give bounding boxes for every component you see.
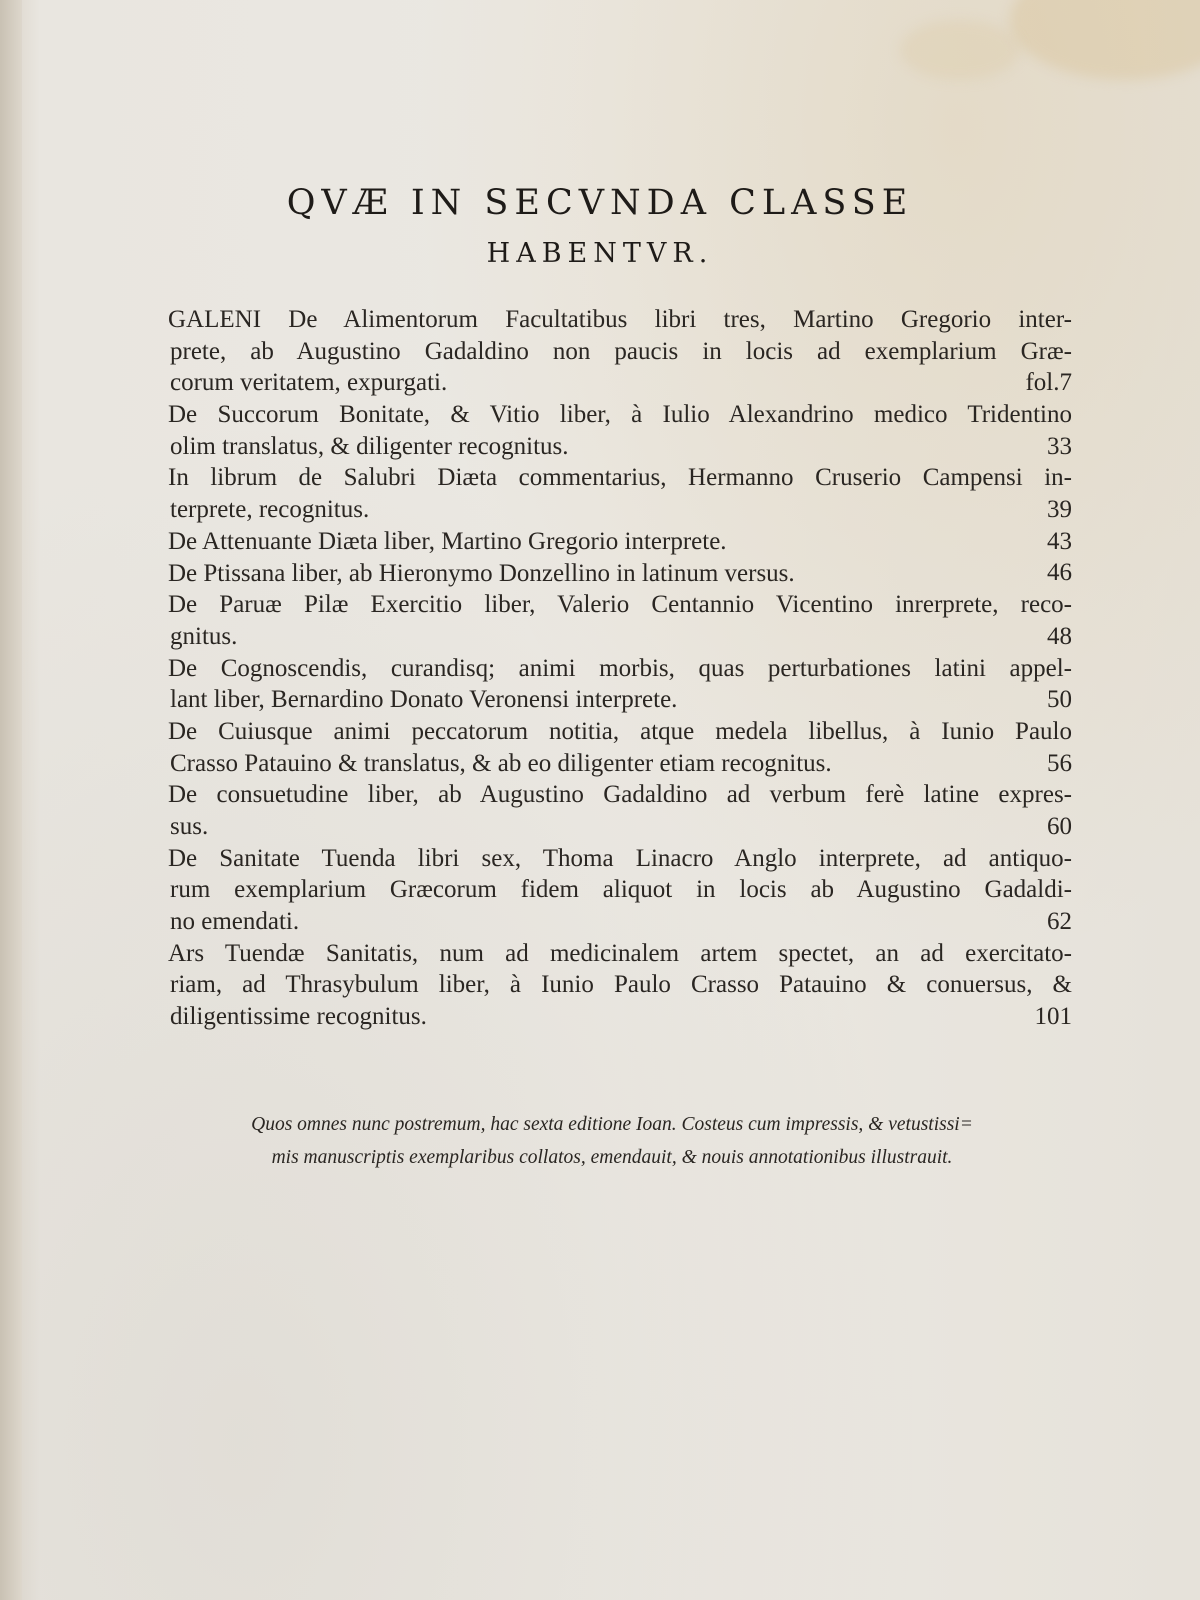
toc-entry-line: lant liber, Bernardino Donato Veronensi interprete. [170, 686, 678, 714]
toc-entry-line: De Sanitate Tuenda libri sex, Thoma Linacro Anglo interprete, ad antiquo- [168, 844, 1072, 872]
toc-entry-line: In librum de Salubri Diæta commentarius, Hermanno Cruserio Campensi in- [168, 464, 1072, 492]
toc-folio-number: 48 [1047, 622, 1072, 650]
paper-stain [1010, 0, 1200, 80]
toc-entry-line: sus. [170, 813, 209, 840]
toc-folio-number: 43 [1047, 527, 1072, 555]
toc-entry [168, 462, 1072, 525]
toc-folio-number: fol.7 [1025, 369, 1072, 397]
editorial-note [172, 1108, 1052, 1174]
toc-folio-number: 33 [1047, 432, 1072, 460]
toc-entry-line: riam, ad Thrasybulum liber, à Iunio Paulo Crasso Patauino & conuersus, & [170, 971, 1072, 999]
toc-folio-number: 46 [1047, 559, 1072, 587]
toc-entry [168, 653, 1072, 716]
toc-entry-line: Ars Tuendæ Sanitatis, num ad medicinalem artem spectet, an ad exercitato- [168, 939, 1072, 967]
toc-entry-line: De Paruæ Pilæ Exercitio liber, Valerio Centannio Vicentino inrerprete, reco- [168, 591, 1072, 619]
toc-entry [168, 526, 1072, 558]
toc-entry [168, 779, 1072, 842]
toc-entry-line: De Cuiusque animi peccatorum notitia, atque medela libellus, à Iunio Paulo [168, 717, 1072, 745]
toc-entry [168, 399, 1072, 462]
toc-folio-number: 39 [1047, 496, 1072, 524]
toc-entry [168, 558, 1072, 590]
toc-entry [168, 843, 1072, 938]
toc-entry-line: diligentissime recognitus. [170, 1003, 427, 1031]
page-subtitle: HABENTVR. [486, 238, 714, 269]
toc-folio-number: 101 [1034, 1003, 1072, 1031]
toc-entry-line: De Cognoscendis, curandisq; animi morbis, quas perturbationes latini appel- [168, 654, 1072, 682]
page-title: QVÆ IN SECVNDA CLASSE [286, 183, 914, 223]
toc-entry-line: rum exemplarium Græcorum fidem aliquot in locis ab Augustino Gadaldi- [170, 876, 1072, 904]
toc-entry-line: no emendati. [170, 908, 300, 936]
toc-entry [168, 938, 1072, 1033]
editorial-note-line: Quos omnes nunc postremum, hac sexta editione Ioan. Costeus cum impressis, & vetustissi= [251, 1114, 973, 1135]
toc-entry-line: GALENI De Alimentorum Facultatibus libri tres, Martino Gregorio inter- [168, 306, 1072, 333]
paper-stain [900, 20, 1020, 80]
toc-entry [168, 589, 1072, 652]
table-of-contents [168, 304, 1072, 1033]
toc-entry-line: prete, ab Augustino Gadaldino non paucis in locis ad exemplarium Græ- [170, 337, 1072, 365]
toc-folio-number: 62 [1047, 908, 1072, 936]
toc-entry-line: De Ptissana liber, ab Hieronymo Donzellino in latinum versus. [168, 559, 795, 587]
editorial-note-line: mis manuscriptis exemplaribus collatos, emendauit, & nouis annotationibus illustrauit. [271, 1147, 953, 1168]
toc-entry-line: De Succorum Bonitate, & Vitio liber, à Iulio Alexandrino medico Tridentino [168, 401, 1072, 429]
toc-entry-line: gnitus. [170, 622, 238, 650]
toc-entry-line: De Attenuante Diæta liber, Martino Gregorio interprete. [168, 527, 727, 555]
toc-folio-number: 56 [1047, 749, 1072, 777]
toc-folio-number: 60 [1047, 812, 1072, 840]
toc-entry-line: Crasso Patauino & translatus, & ab eo diligenter etiam recognitus. [170, 749, 832, 777]
toc-entry [168, 716, 1072, 779]
toc-entry-line: corum veritatem, expurgati. [170, 369, 448, 397]
toc-entry-line: De consuetudine liber, ab Augustino Gadaldino ad verbum ferè latine expres- [168, 781, 1072, 809]
toc-entry-line: terprete, recognitus. [170, 496, 370, 524]
toc-entry-line: olim translatus, & diligenter recognitus. [170, 432, 569, 460]
toc-folio-number: 50 [1047, 686, 1072, 714]
toc-entry [168, 304, 1072, 399]
